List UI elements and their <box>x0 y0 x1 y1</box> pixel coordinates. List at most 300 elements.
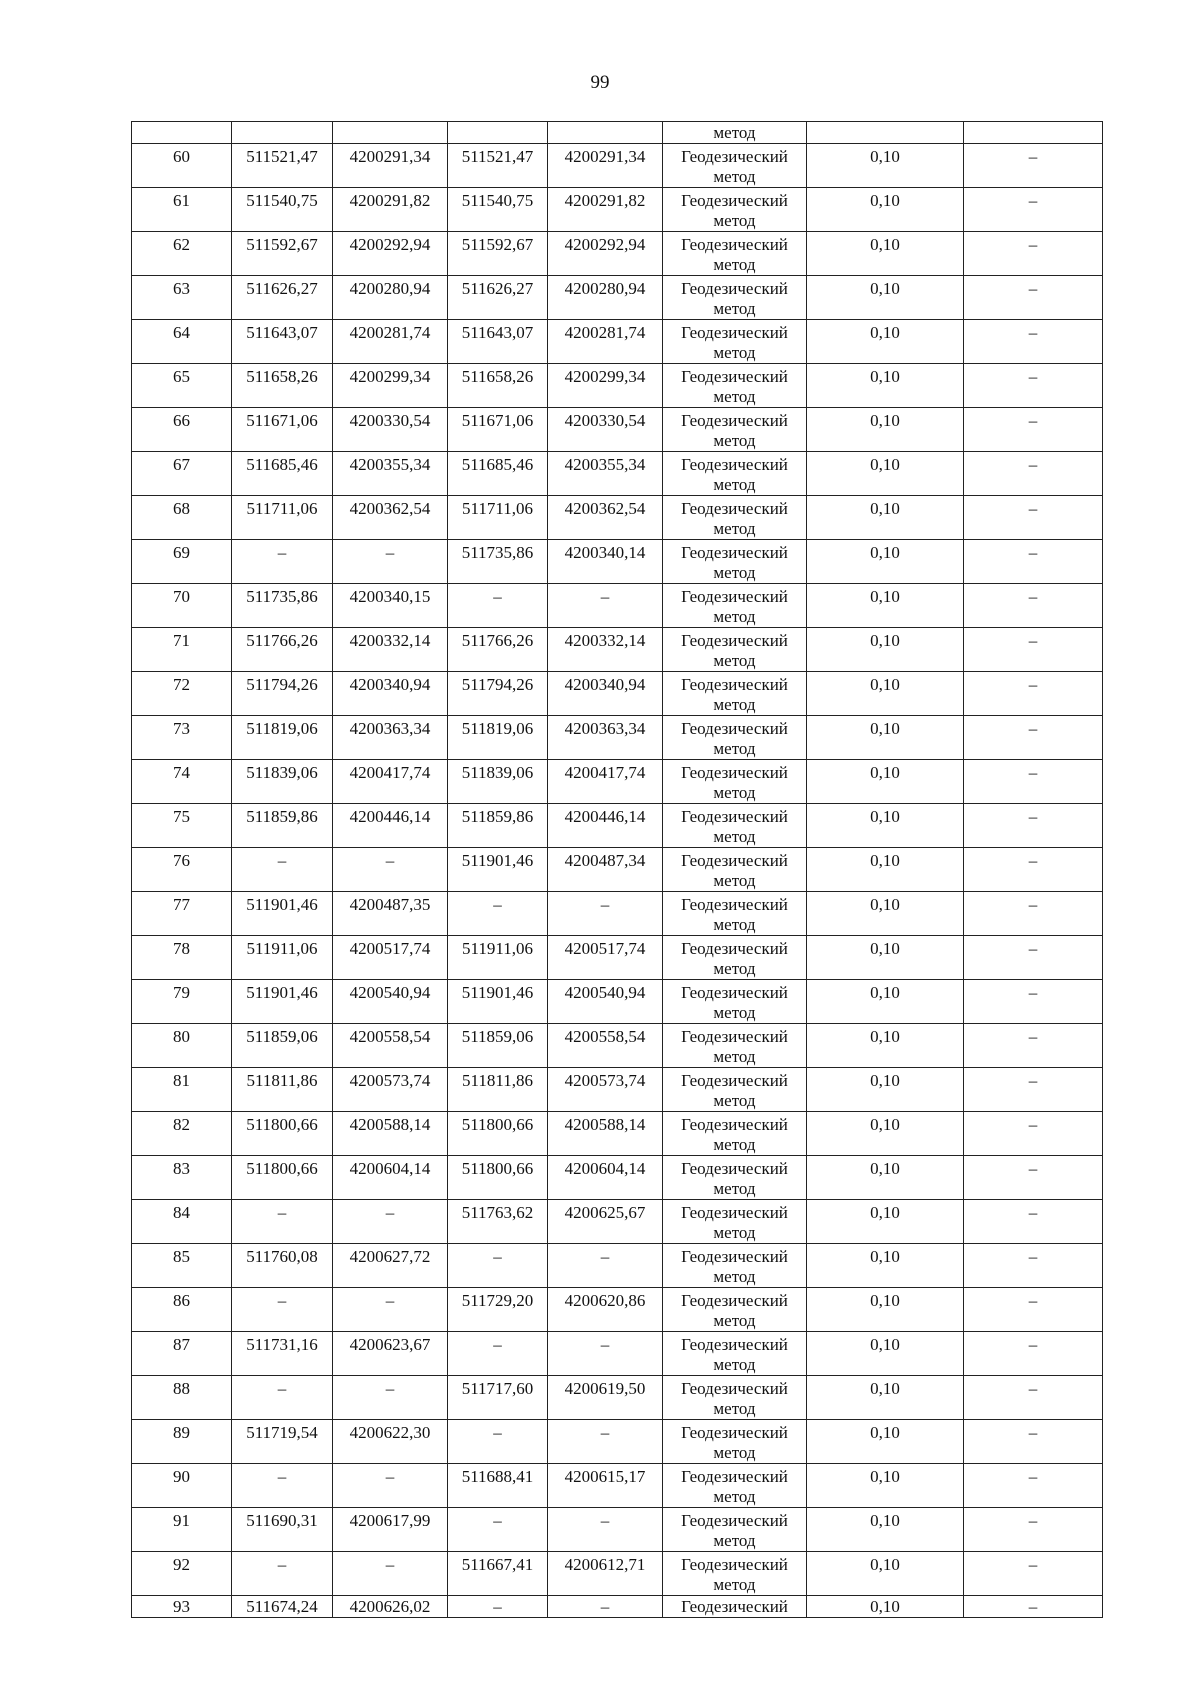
cell-x-existing <box>232 1596 333 1618</box>
cell-accuracy-text: 0,10 <box>870 1335 900 1354</box>
cell-x-existing-text: – <box>277 851 287 870</box>
cell-x-existing <box>232 144 333 188</box>
method-text <box>663 892 806 935</box>
cell-y-refined-text: 4200612,71 <box>564 1555 646 1574</box>
cell-note-text: – <box>1028 939 1038 958</box>
cell-y-existing-text: 4200622,30 <box>349 1423 431 1442</box>
cell-point-number <box>132 1200 232 1244</box>
cell-accuracy-text: 0,10 <box>870 895 900 914</box>
cell-accuracy-text: 0,10 <box>870 279 900 298</box>
cell-y-refined-text: 4200487,34 <box>564 851 646 870</box>
cell-y-existing-text: 4200340,94 <box>349 675 431 694</box>
cell-note <box>964 408 1103 452</box>
page-number: 99 <box>590 72 610 93</box>
cell-y-refined-text: 4200340,14 <box>564 543 646 562</box>
method-line-2: метод <box>713 1531 756 1550</box>
cell-note <box>964 760 1103 804</box>
cell-x-refined <box>448 188 548 232</box>
cell-note <box>964 1376 1103 1420</box>
cell-x-existing-text: 511819,06 <box>246 719 318 738</box>
cell-accuracy-text: 0,10 <box>870 235 900 254</box>
cell-note-text: – <box>1028 1467 1038 1486</box>
method-line-2: метод <box>713 871 756 890</box>
cell-note <box>964 804 1103 848</box>
cell-y-existing <box>333 848 448 892</box>
cell-note <box>964 276 1103 320</box>
cell-y-existing-text: – <box>385 1203 395 1222</box>
cell-point-number-text: 81 <box>173 1071 190 1090</box>
cell-accuracy-text: 0,10 <box>870 1555 900 1574</box>
cell-accuracy-text: 0,10 <box>870 1247 900 1266</box>
cell-x-existing <box>232 1332 333 1376</box>
cell-y-existing <box>333 672 448 716</box>
cell-accuracy-text: 0,10 <box>870 1379 900 1398</box>
cell-point-number <box>132 452 232 496</box>
cell-accuracy-text: 0,10 <box>870 631 900 650</box>
cell-point-number <box>132 980 232 1024</box>
cell-x-existing-text: 511839,06 <box>246 763 318 782</box>
cell-x-existing-text: 511794,26 <box>246 675 318 694</box>
cell-point-number-text: 74 <box>173 763 190 782</box>
cell-y-refined <box>548 232 663 276</box>
cell-method <box>663 452 807 496</box>
cell-accuracy <box>807 232 964 276</box>
cell-y-refined-text: 4200280,94 <box>564 279 646 298</box>
cell-point-number-text: 68 <box>173 499 190 518</box>
cell-y-refined <box>548 760 663 804</box>
table-row <box>132 452 1103 496</box>
cell-x-refined-text: 511688,41 <box>461 1467 534 1486</box>
cell-x-refined <box>448 1244 548 1288</box>
method-line-1: Геодезический <box>681 279 788 298</box>
cell-y-refined <box>548 364 663 408</box>
cell-x-refined-text: – <box>493 1423 502 1442</box>
cell-y-existing-text: 4200558,54 <box>349 1027 431 1046</box>
table-row <box>132 540 1103 584</box>
cell-point-number <box>132 848 232 892</box>
cell-note-text: – <box>1028 1203 1038 1222</box>
cell-y-existing-text: 4200573,74 <box>349 1071 431 1090</box>
cell-x-refined-text: 511521,47 <box>461 147 534 166</box>
cell-note <box>964 122 1103 144</box>
cell-note <box>964 364 1103 408</box>
cell-x-refined-text: 511766,26 <box>461 631 534 650</box>
cell-x-existing <box>232 804 333 848</box>
cell-x-refined <box>448 760 548 804</box>
cell-x-refined-text: – <box>493 1597 502 1616</box>
cell-y-refined-text: 4200446,14 <box>564 807 646 826</box>
cell-x-existing-text: 511540,75 <box>246 191 318 210</box>
cell-accuracy <box>807 628 964 672</box>
cell-method <box>663 1112 807 1156</box>
cell-y-existing <box>333 408 448 452</box>
cell-y-existing <box>333 716 448 760</box>
cell-x-refined <box>448 496 548 540</box>
cell-y-existing <box>333 804 448 848</box>
cell-y-refined-text: 4200619,50 <box>564 1379 646 1398</box>
cell-y-existing-text: – <box>385 1291 395 1310</box>
method-text <box>663 1552 806 1595</box>
cell-method <box>663 936 807 980</box>
cell-point-number <box>132 276 232 320</box>
cell-y-refined-text: – <box>600 1511 610 1530</box>
cell-accuracy <box>807 1200 964 1244</box>
method-text <box>663 936 806 979</box>
method-line-1: Геодезический <box>681 543 788 562</box>
method-line-2: метод <box>713 519 756 538</box>
cell-point-number <box>132 760 232 804</box>
cell-x-existing-text: 511674,24 <box>246 1597 318 1616</box>
cell-note-text: – <box>1028 191 1038 210</box>
cell-point-number <box>132 716 232 760</box>
cell-y-refined-text: 4200573,74 <box>564 1071 646 1090</box>
cell-accuracy-text: 0,10 <box>870 1071 900 1090</box>
method-line-2: метод <box>713 167 756 186</box>
cell-point-number <box>132 1464 232 1508</box>
cell-x-refined-text: – <box>493 587 502 606</box>
cell-x-refined-text: 511729,20 <box>461 1291 534 1310</box>
cell-y-existing <box>333 1244 448 1288</box>
cell-accuracy-text: 0,10 <box>870 191 900 210</box>
table-row <box>132 1464 1103 1508</box>
cell-x-refined <box>448 122 548 144</box>
cell-x-refined-text: 511671,06 <box>461 411 534 430</box>
cell-accuracy <box>807 1244 964 1288</box>
cell-x-refined <box>448 584 548 628</box>
cell-y-existing <box>333 1596 448 1618</box>
cell-y-existing-text: 4200363,34 <box>349 719 431 738</box>
method-line-2: метод <box>713 1091 756 1110</box>
cell-method <box>663 1200 807 1244</box>
cell-point-number-text: 91 <box>173 1511 190 1530</box>
method-text <box>663 1376 806 1419</box>
cell-x-refined-text: 511859,86 <box>461 807 534 826</box>
cell-point-number-text: 86 <box>173 1291 190 1310</box>
cell-accuracy-text: 0,10 <box>870 939 900 958</box>
cell-method <box>663 760 807 804</box>
table-row <box>132 1376 1103 1420</box>
table-row <box>132 1156 1103 1200</box>
cell-x-refined <box>448 980 548 1024</box>
cell-point-number-text: 71 <box>173 631 190 650</box>
cell-x-existing <box>232 1156 333 1200</box>
method-line-1: Геодезический <box>681 719 788 738</box>
cell-y-existing <box>333 144 448 188</box>
cell-y-existing-text: 4200299,34 <box>349 367 431 386</box>
cell-y-existing-text: – <box>385 1555 395 1574</box>
table-row <box>132 1552 1103 1596</box>
cell-note <box>964 1200 1103 1244</box>
cell-y-refined-text: 4200417,74 <box>564 763 646 782</box>
cell-accuracy-text: 0,10 <box>870 983 900 1002</box>
cell-note <box>964 1596 1103 1618</box>
method-text <box>663 1288 806 1331</box>
cell-method <box>663 1244 807 1288</box>
cell-point-number-text: 60 <box>173 147 190 166</box>
cell-y-existing-text: 4200540,94 <box>349 983 431 1002</box>
method-line-1: Геодезический <box>681 851 788 870</box>
cell-x-refined-text: 511658,26 <box>461 367 534 386</box>
cell-x-existing <box>232 122 333 144</box>
method-text <box>663 540 806 583</box>
cell-accuracy <box>807 188 964 232</box>
cell-x-refined-text: 511540,75 <box>461 191 534 210</box>
cell-x-refined <box>448 364 548 408</box>
cell-x-existing <box>232 1552 333 1596</box>
method-line-2: метод <box>713 1179 756 1198</box>
method-line-2: метод <box>713 255 756 274</box>
cell-x-existing-text: – <box>277 1291 287 1310</box>
cell-method <box>663 1508 807 1552</box>
method-line-2: метод <box>713 695 756 714</box>
cell-y-existing <box>333 892 448 936</box>
cell-accuracy-text: 0,10 <box>870 851 900 870</box>
cell-point-number <box>132 1288 232 1332</box>
cell-y-existing-text: 4200446,14 <box>349 807 431 826</box>
method-line-2: метод <box>713 1355 756 1374</box>
table-row <box>132 804 1103 848</box>
method-text <box>663 628 806 671</box>
cell-point-number-text: 69 <box>173 543 190 562</box>
cell-y-refined-text: 4200355,34 <box>564 455 646 474</box>
cell-x-refined <box>448 1024 548 1068</box>
cell-accuracy-text: 0,10 <box>870 1423 900 1442</box>
cell-x-existing <box>232 716 333 760</box>
cell-x-existing-text: 511658,26 <box>246 367 318 386</box>
method-text <box>663 1156 806 1199</box>
cell-note <box>964 232 1103 276</box>
cell-point-number <box>132 1244 232 1288</box>
cell-x-refined-text: – <box>493 1247 502 1266</box>
method-line-1: Геодезический <box>681 763 788 782</box>
method-text <box>663 1332 806 1375</box>
cell-x-refined-text: 511911,06 <box>462 939 533 958</box>
cell-y-existing <box>333 584 448 628</box>
cell-note <box>964 1024 1103 1068</box>
cell-x-existing <box>232 1112 333 1156</box>
cell-accuracy-text: 0,10 <box>870 323 900 342</box>
cell-note-text: – <box>1028 455 1038 474</box>
cell-y-existing <box>333 1024 448 1068</box>
method-line-2: метод <box>713 475 756 494</box>
cell-y-refined <box>548 628 663 672</box>
cell-x-refined <box>448 1508 548 1552</box>
cell-x-refined <box>448 452 548 496</box>
cell-x-existing <box>232 1508 333 1552</box>
cell-y-refined <box>548 804 663 848</box>
cell-note-text: – <box>1028 895 1038 914</box>
method-line-1: Геодезический <box>681 147 788 166</box>
cell-x-existing-text: 511811,86 <box>246 1071 318 1090</box>
cell-point-number-text: 83 <box>173 1159 190 1178</box>
cell-x-refined <box>448 1464 548 1508</box>
cell-y-refined <box>548 892 663 936</box>
cell-method <box>663 716 807 760</box>
cell-note <box>964 1244 1103 1288</box>
method-line-2: метод <box>713 299 756 318</box>
cell-x-existing <box>232 408 333 452</box>
cell-accuracy-text: 0,10 <box>870 1467 900 1486</box>
cell-point-number-text: 76 <box>173 851 190 870</box>
cell-y-refined-text: – <box>600 1247 610 1266</box>
cell-accuracy <box>807 496 964 540</box>
cell-x-refined-text: – <box>493 1335 502 1354</box>
method-line-1: Геодезический <box>681 631 788 650</box>
cell-x-existing <box>232 848 333 892</box>
cell-y-existing <box>333 1156 448 1200</box>
cell-x-existing <box>232 188 333 232</box>
cell-y-existing <box>333 1288 448 1332</box>
cell-y-existing <box>333 1332 448 1376</box>
cell-method <box>663 188 807 232</box>
cell-point-number-text: 93 <box>173 1597 190 1616</box>
cell-accuracy <box>807 1024 964 1068</box>
cell-note-text: – <box>1028 1511 1038 1530</box>
cell-x-existing <box>232 540 333 584</box>
cell-x-refined <box>448 276 548 320</box>
table-row <box>132 408 1103 452</box>
cell-point-number-text: 67 <box>173 455 190 474</box>
cell-accuracy-text: 0,10 <box>870 1115 900 1134</box>
cell-y-existing <box>333 452 448 496</box>
cell-y-existing <box>333 1420 448 1464</box>
cell-y-refined-text: 4200291,82 <box>564 191 646 210</box>
cell-x-refined <box>448 1420 548 1464</box>
method-line-2: метод <box>713 915 756 934</box>
cell-point-number <box>132 320 232 364</box>
cell-x-existing-text: – <box>277 543 287 562</box>
cell-method <box>663 1024 807 1068</box>
cell-y-existing <box>333 1112 448 1156</box>
cell-y-refined-text: 4200615,17 <box>564 1467 646 1486</box>
cell-x-existing-text: 511911,06 <box>246 939 318 958</box>
cell-x-refined <box>448 320 548 364</box>
cell-note-text: – <box>1028 367 1038 386</box>
cell-y-existing-text: 4200623,67 <box>349 1335 431 1354</box>
cell-y-existing <box>333 936 448 980</box>
cell-point-number <box>132 1508 232 1552</box>
table-row <box>132 496 1103 540</box>
cell-y-refined <box>548 1244 663 1288</box>
cell-x-refined-text: 511839,06 <box>461 763 534 782</box>
cell-accuracy <box>807 1288 964 1332</box>
cell-note <box>964 584 1103 628</box>
cell-y-refined-text: – <box>600 895 610 914</box>
cell-y-refined <box>548 980 663 1024</box>
cell-x-refined-text: 511763,62 <box>461 1203 534 1222</box>
cell-x-refined-text: 511819,06 <box>461 719 534 738</box>
cell-y-existing-text: 4200355,34 <box>349 455 431 474</box>
cell-y-existing <box>333 1200 448 1244</box>
table-row <box>132 1332 1103 1376</box>
cell-y-existing-text: 4200604,14 <box>349 1159 431 1178</box>
method-text <box>663 1508 806 1551</box>
cell-y-refined <box>548 1596 663 1618</box>
cell-point-number <box>132 122 232 144</box>
cell-x-refined <box>448 1376 548 1420</box>
cell-method <box>663 1068 807 1112</box>
method-line-1: Геодезический <box>681 1115 788 1134</box>
method-line-2: метод <box>713 1223 756 1242</box>
method-line-1: Геодезический <box>681 587 788 606</box>
method-line-1: Геодезический <box>681 1467 788 1486</box>
cell-x-existing-text: – <box>277 1555 287 1574</box>
cell-accuracy <box>807 408 964 452</box>
cell-accuracy <box>807 1552 964 1596</box>
cell-note-text: – <box>1028 675 1038 694</box>
cell-method <box>663 1376 807 1420</box>
table-row <box>132 1508 1103 1552</box>
cell-point-number <box>132 892 232 936</box>
table-row <box>132 1200 1103 1244</box>
cell-point-number <box>132 1596 232 1618</box>
method-text <box>663 144 806 187</box>
cell-accuracy <box>807 452 964 496</box>
cell-note <box>964 540 1103 584</box>
cell-x-existing <box>232 364 333 408</box>
cell-y-refined <box>548 408 663 452</box>
cell-point-number <box>132 188 232 232</box>
cell-x-refined <box>448 1068 548 1112</box>
table-row <box>132 364 1103 408</box>
cell-x-existing-text: 511685,46 <box>246 455 318 474</box>
method-text <box>663 848 806 891</box>
cell-x-refined <box>448 804 548 848</box>
cell-point-number-text: 80 <box>173 1027 190 1046</box>
cell-y-refined <box>548 496 663 540</box>
method-line-2: метод <box>713 1135 756 1154</box>
cell-y-existing-text: 4200291,82 <box>349 191 431 210</box>
cell-point-number-text: 92 <box>173 1555 190 1574</box>
method-line-1: Геодезический <box>681 1027 788 1046</box>
method-line-2: метод <box>713 1311 756 1330</box>
cell-accuracy <box>807 1596 964 1618</box>
cell-y-existing-text: 4200292,94 <box>349 235 431 254</box>
cell-point-number-text: 61 <box>173 191 190 210</box>
cell-x-existing-text: – <box>277 1467 287 1486</box>
cell-x-existing-text: 511760,08 <box>246 1247 318 1266</box>
cell-x-refined <box>448 716 548 760</box>
cell-point-number-text: 64 <box>173 323 190 342</box>
cell-y-refined <box>548 1200 663 1244</box>
cell-note <box>964 188 1103 232</box>
cell-y-refined <box>548 1024 663 1068</box>
cell-note <box>964 892 1103 936</box>
method-text <box>663 1024 806 1067</box>
table-row <box>132 1244 1103 1288</box>
cell-y-existing-text: 4200281,74 <box>349 323 431 342</box>
cell-method <box>663 144 807 188</box>
cell-x-existing <box>232 980 333 1024</box>
cell-note-text: – <box>1028 719 1038 738</box>
cell-point-number-text: 89 <box>173 1423 190 1442</box>
method-line-2: метод <box>713 783 756 802</box>
cell-note-text: – <box>1028 1291 1038 1310</box>
method-line-2: метод <box>713 1443 756 1462</box>
table-row <box>132 1068 1103 1112</box>
cell-accuracy-text: 0,10 <box>870 675 900 694</box>
cell-note <box>964 1156 1103 1200</box>
cell-accuracy <box>807 364 964 408</box>
cell-point-number-text: 73 <box>173 719 190 738</box>
method-line-2: метод <box>713 959 756 978</box>
cell-y-refined <box>548 1288 663 1332</box>
method-line-1: Геодезический <box>681 939 788 958</box>
cell-x-existing-text: 511643,07 <box>246 323 318 342</box>
cell-accuracy <box>807 320 964 364</box>
method-line-1: Геодезический <box>681 455 788 474</box>
cell-x-existing <box>232 892 333 936</box>
